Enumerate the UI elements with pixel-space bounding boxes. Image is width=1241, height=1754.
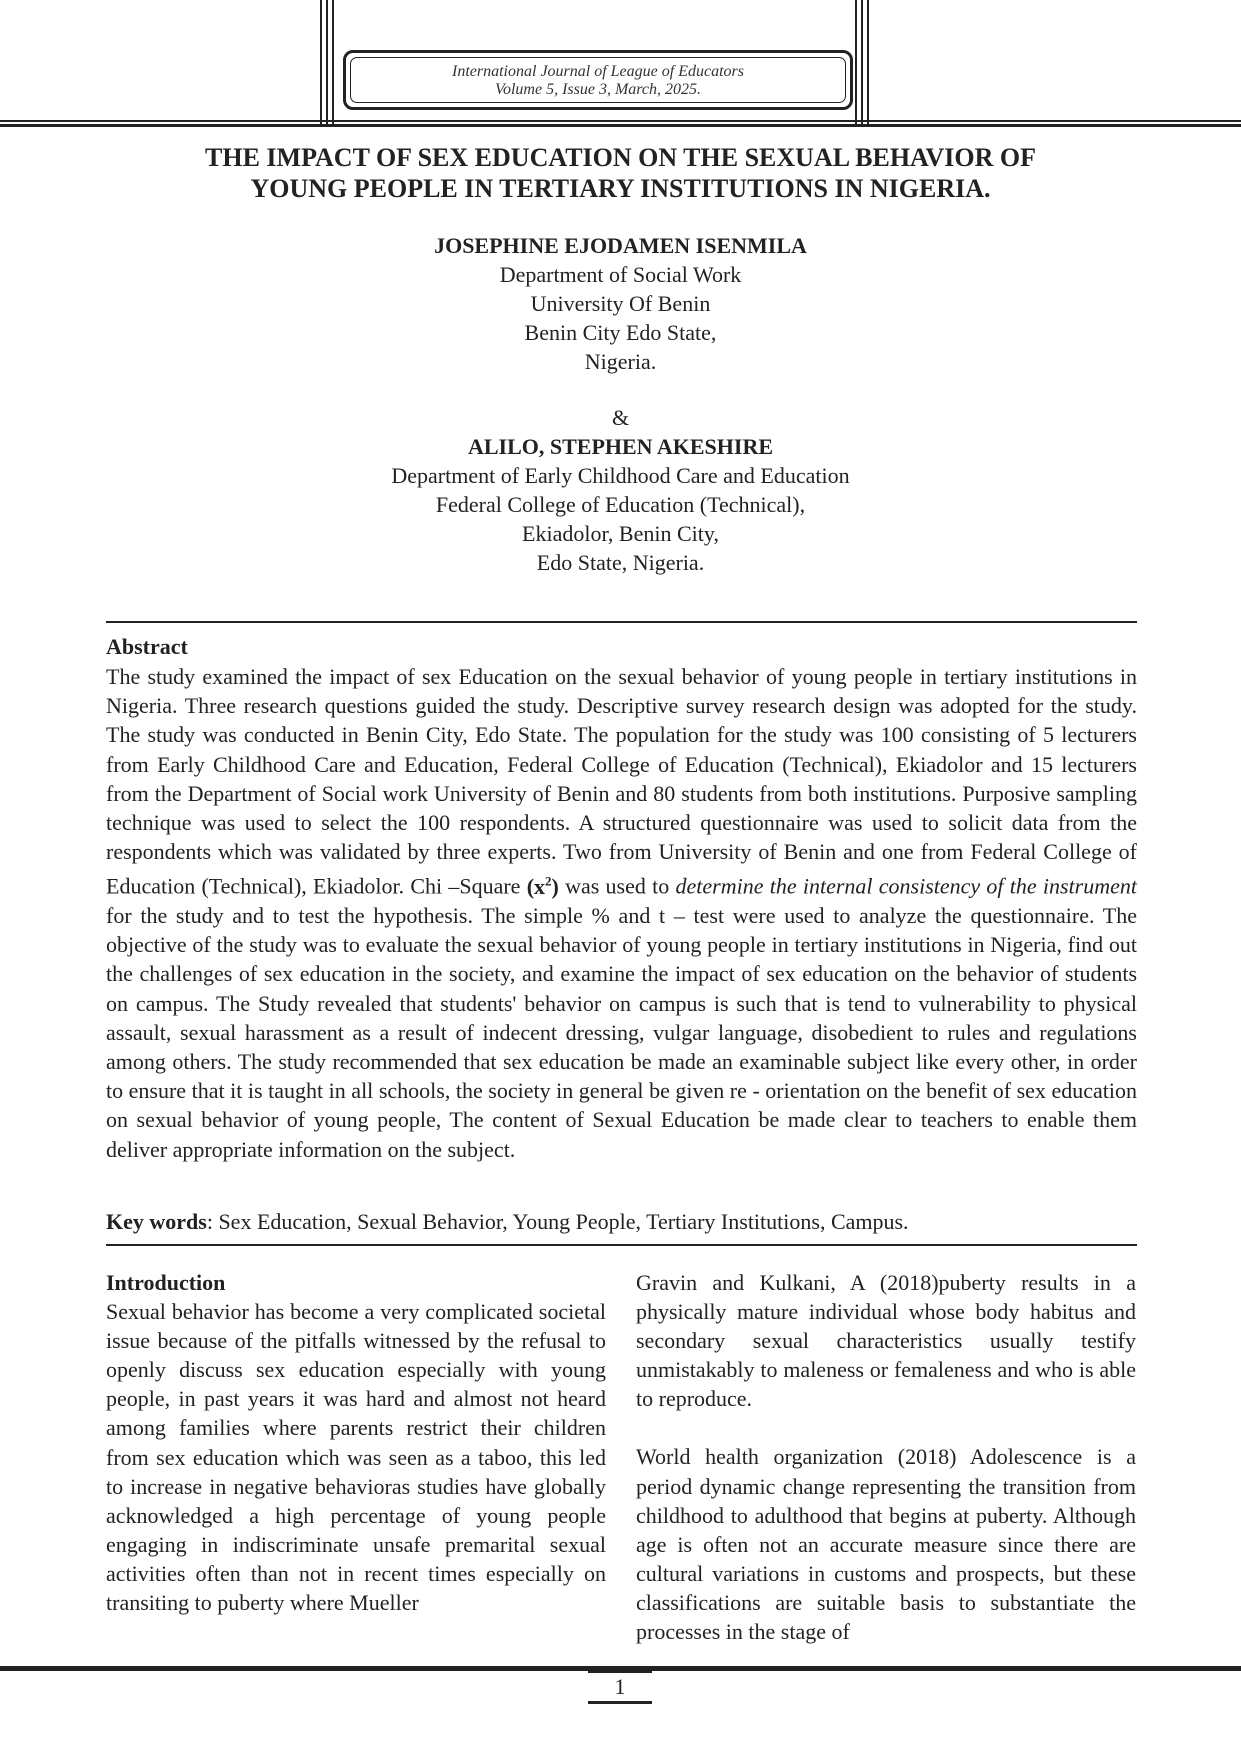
body-right-column xyxy=(636,1268,1136,1646)
chi-square-symbol: $(x^2)$ xyxy=(526,873,559,899)
abstract-text xyxy=(106,662,1137,1164)
author-affiliation-line: Ekiadolor, Benin City, xyxy=(522,521,719,546)
author-affiliation-line: Federal College of Education (Technical), xyxy=(435,492,806,517)
introduction-heading: Introduction xyxy=(106,1270,226,1295)
author-affiliation-line: Benin City Edo State, xyxy=(524,320,717,345)
author-affiliation-line: Nigeria. xyxy=(584,349,657,374)
author-affiliation-line: Edo State, Nigeria. xyxy=(536,550,705,575)
abstract-top-rule xyxy=(106,621,1137,623)
keywords-bottom-rule xyxy=(106,1244,1137,1246)
header-rule-top xyxy=(0,120,1241,122)
introduction-paragraph: Sexual behavior has become a very complicated societal issue because of the pitfalls witnessed by the refusal to openly discuss sex education especially with young people, in past years it was hard and almost not heard among families where parents restrict their children from sex education which was seen as a taboo, this led to increase in negative behavioras studies have globally acknowledged a high percentage of young people engaging in indiscriminate unsafe premarital sexual activities often than not in recent times especially on transiting to puberty where Mueller xyxy=(106,1299,606,1616)
author-name: ALILO, STEPHEN AKESHIRE xyxy=(467,434,774,459)
body-paragraph: Gravin and Kulkani, A (2018)puberty results in a physically mature individual whose body habitus and secondary sexual characteristics usually testify unmistakably to maleness or femaleness and who is able to reproduce. xyxy=(636,1270,1136,1412)
author-block-2 xyxy=(120,432,1121,577)
author-affiliation-line: University Of Benin xyxy=(530,291,711,316)
abstract-text-part-3: for the study and to test the hypothesis. The simple % and t – test were used to analyze the questionnaire. The objective of the study was to evaluate the sexual behavior of young people in tertiary institutions in Nigeria, find out the challenges of sex education in the society, and examine the impact of sex education on the behavior of students on campus. The Study revealed that students' behavior on campus is such that is tend to vulnerability to physical assault, sexual harassment as a result of indecent dressing, vulgar language, disobedient to rules and regulations among others. The study recommended that sex education be made an examinable subject like every other, in order to ensure that it is taught in all schools, the society in general be given re - orientation on the benefit of sex education on sexual behavior of young people, The content of Sexual Education be made clear to teachers to enable them deliver appropriate information on the subject. xyxy=(106,902,1137,1162)
author-separator: & xyxy=(611,405,630,430)
page-number-badge xyxy=(588,1670,652,1704)
abstract-italic-phrase: determine the internal consistency of the instrument xyxy=(675,873,1138,899)
author-affiliation-line: Department of Social Work xyxy=(499,262,742,287)
body-left-column xyxy=(106,1268,606,1617)
author-name: JOSEPHINE EJODAMEN ISENMILA xyxy=(434,233,807,258)
page-number: 1 xyxy=(614,1674,626,1699)
page-number-top-bar xyxy=(588,1670,652,1673)
author-affiliation-line: Department of Early Childhood Care and Education xyxy=(391,463,850,488)
journal-issue: Volume 5, Issue 3, March, 2025. xyxy=(494,81,702,98)
paper-title-line-2: YOUNG PEOPLE IN TERTIARY INSTITUTIONS IN NIGERIA. xyxy=(250,174,991,203)
body-paragraph: World health organization (2018) Adolescence is a period dynamic change representing the transition from childhood to adulthood that begins at puberty. Although age is often not an accurate measure since there are cultural variations in customs and prospects, but these classifications are suitable basis to substantiate the processes in the stage of xyxy=(636,1444,1136,1645)
journal-name: International Journal of League of Educators xyxy=(452,63,744,80)
paper-title xyxy=(80,142,1161,204)
keywords-text: : Sex Education, Sexual Behavior, Young People, Tertiary Institutions, Campus. xyxy=(206,1209,909,1234)
header-rule-bottom xyxy=(0,124,1241,127)
author-block-1 xyxy=(120,231,1121,376)
abstract-text-part-2: was used to xyxy=(558,873,676,899)
abstract-heading: Abstract xyxy=(106,634,188,659)
paper-title-line-1: THE IMPACT OF SEX EDUCATION ON THE SEXUAL BEHAVIOR OF xyxy=(205,143,1036,172)
header-left-vertical-lines xyxy=(320,0,342,125)
journal-banner xyxy=(343,50,853,110)
page-number-bottom-bar xyxy=(588,1701,652,1704)
abstract-text-part-1: The study examined the impact of sex Education on the sexual behavior of young people in tertiary institutions in Nigeria. Three research questions guided the study. Descriptive survey research design was adopted for the study. The study was conducted in Benin City, Edo State. The population for the study was 100 consisting of 5 lecturers from Early Childhood Care and Education, Federal College of Education (Technical), Ekiadolor and 15 lecturers from the Department of Social work University of Benin and 80 students from both institutions. Purposive sampling technique was used to select the 100 respondents. A structured questionnaire was used to solicit data from the respondents which was validated by three experts. Two from University of Benin and one from Federal College of Education (Technical), Ekiadolor. Chi –Square xyxy=(106,664,1137,899)
header-right-vertical-lines xyxy=(855,0,877,125)
keywords-label: Key words xyxy=(106,1209,207,1234)
keywords-line xyxy=(106,1208,1137,1236)
